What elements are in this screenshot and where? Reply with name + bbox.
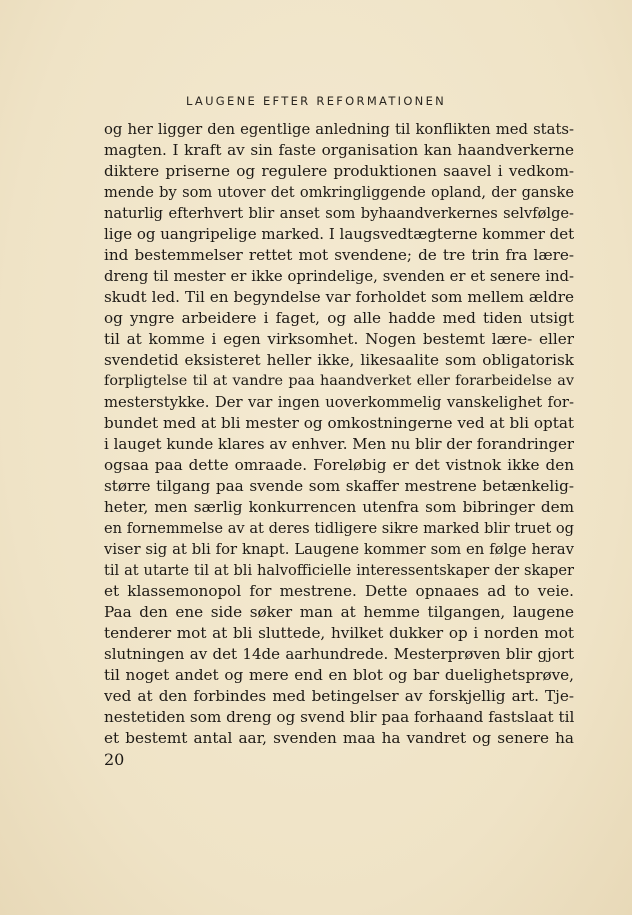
text-line: større tilgang paa svende som skaffer mestrene betænkelig- bbox=[104, 477, 574, 495]
text-line: bundet med at bli mester og omkostningerne ved at bli optat bbox=[104, 414, 574, 432]
text-line: et bestemt antal aar, svenden maa ha vandret og senere ha bbox=[104, 729, 574, 747]
text-line: nestetiden som dreng og svend blir paa forhaand fastslaat til bbox=[104, 708, 574, 726]
text-line: naturlig efterhvert blir anset som byhaandverkernes selvfølge- bbox=[104, 205, 574, 222]
text-line: lige og uangripelige marked. I laugsvedtægterne kommer det bbox=[104, 225, 574, 243]
page-number: 20 bbox=[104, 750, 125, 769]
text-line: slutningen av det 14de aarhundrede. Mesterprøven blir gjort bbox=[104, 645, 574, 663]
text-line: og her ligger den egentlige anledning til konflikten med stats- bbox=[104, 121, 574, 138]
text-line: til at utarte til at bli halvofficielle interessentskaper der skaper bbox=[104, 562, 574, 579]
text-line: en fornemmelse av at deres tidligere sikre marked blir truet og bbox=[104, 520, 574, 537]
text-line: diktere priserne og regulere produktionen saavel i vedkom- bbox=[104, 162, 574, 180]
text-line: dreng til mester er ikke oprindelige, svenden er et senere ind- bbox=[104, 268, 574, 285]
text-line: tenderer mot at bli sluttede, hvilket dukker op i norden mot bbox=[104, 624, 574, 642]
running-head: LAUGENE EFTER REFORMATIONEN bbox=[185, 94, 447, 108]
text-line: viser sig at bli for knapt. Laugene kommer som en følge herav bbox=[104, 541, 574, 558]
text-line: mende by som utover det omkringliggende opland, der ganske bbox=[104, 184, 574, 201]
text-line: ogsaa paa dette omraade. Foreløbig er det vistnok ikke den bbox=[104, 456, 574, 474]
text-line: til at komme i egen virksomhet. Nogen bestemt lære- eller bbox=[104, 330, 574, 348]
text-line: forpligtelse til at vandre paa haandverket eller forarbeidelse av bbox=[104, 373, 574, 389]
text-line: ved at den forbindes med betingelser av forskjellig art. Tje- bbox=[104, 687, 574, 705]
text-line: svendetid eksisteret heller ikke, likesaalite som obligatorisk bbox=[104, 351, 574, 369]
text-line: heter, men særlig konkurrencen utenfra som bibringer dem bbox=[104, 498, 574, 516]
text-line: i lauget kunde klares av enhver. Men nu blir der forandringer bbox=[104, 435, 574, 453]
text-line: ind bestemmelser rettet mot svendene; de tre trin fra lære- bbox=[104, 246, 574, 264]
text-line: skudt led. Til en begyndelse var forholdet som mellem ældre bbox=[104, 288, 574, 306]
text-line: til noget andet og mere end en blot og bar duelighetsprøve, bbox=[104, 666, 574, 684]
text-line: Paa den ene side søker man at hemme tilgangen, laugene bbox=[104, 603, 574, 621]
text-line: magten. I kraft av sin faste organisation kan haandverkerne bbox=[104, 141, 574, 159]
text-line: mesterstykke. Der var ingen uoverkommelig vanskelighet for- bbox=[104, 394, 574, 411]
text-line: og yngre arbeidere i faget, og alle hadde med tiden utsigt bbox=[104, 309, 574, 327]
text-line: et klassemonopol for mestrene. Dette opnaaes ad to veie. bbox=[104, 582, 574, 600]
body-text bbox=[104, 119, 574, 749]
